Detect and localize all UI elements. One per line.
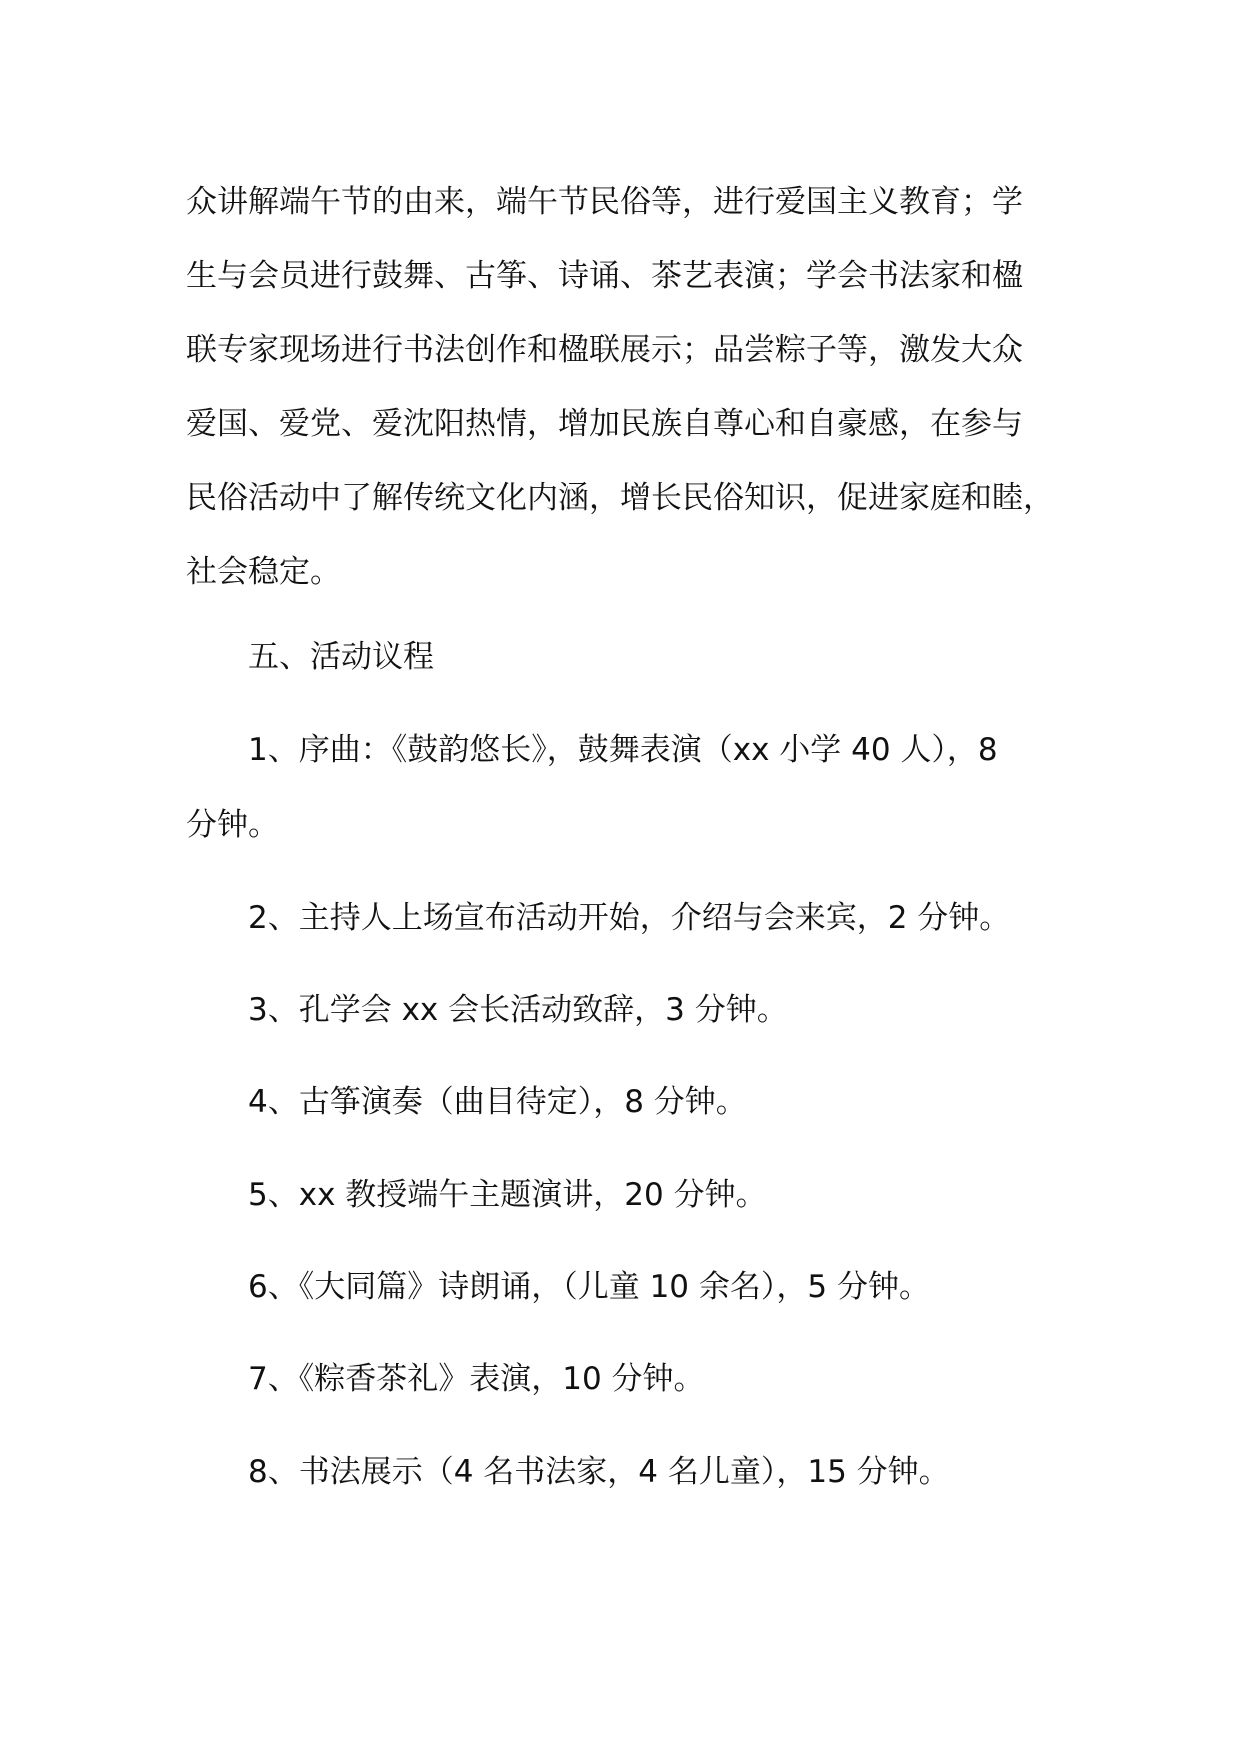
agenda-item-1-continuation: 分钟。	[186, 807, 279, 843]
paragraph-line: 联专家现场进行书法创作和楹联展示；品尝粽子等，激发大众	[186, 332, 1023, 368]
paragraph-line: 民俗活动中了解传统文化内涵，增长民俗知识，促进家庭和睦，	[186, 480, 1054, 516]
agenda-item-7: 7、《粽香茶礼》表演，10 分钟。	[248, 1361, 705, 1397]
section-heading: 五、活动议程	[248, 639, 434, 675]
paragraph-line: 社会稳定。	[186, 554, 341, 590]
paragraph-line: 生与会员进行鼓舞、古筝、诗诵、茶艺表演；学会书法家和楹	[186, 258, 1023, 294]
paragraph-line: 众讲解端午节的由来，端午节民俗等，进行爱国主义教育；学	[186, 184, 1023, 220]
paragraph-line: 爱国、爱党、爱沈阳热情，增加民族自尊心和自豪感，在参与	[186, 406, 1023, 442]
agenda-item-2: 2、主持人上场宣布活动开始，介绍与会来宾，2 分钟。	[248, 900, 1011, 936]
agenda-item-3: 3、孔学会 xx 会长活动致辞，3 分钟。	[248, 992, 788, 1028]
agenda-item-5: 5、xx 教授端午主题演讲，20 分钟。	[248, 1177, 767, 1213]
agenda-item-8: 8、书法展示（4 名书法家，4 名儿童），15 分钟。	[248, 1454, 950, 1490]
agenda-item-1: 1、序曲：《鼓韵悠长》，鼓舞表演（xx 小学 40 人），8	[248, 732, 998, 768]
agenda-item-6: 6、《大同篇》诗朗诵，（儿童 10 余名），5 分钟。	[248, 1269, 930, 1305]
agenda-item-4: 4、古筝演奏（曲目待定），8 分钟。	[248, 1084, 747, 1120]
intro-paragraph	[186, 165, 1086, 609]
